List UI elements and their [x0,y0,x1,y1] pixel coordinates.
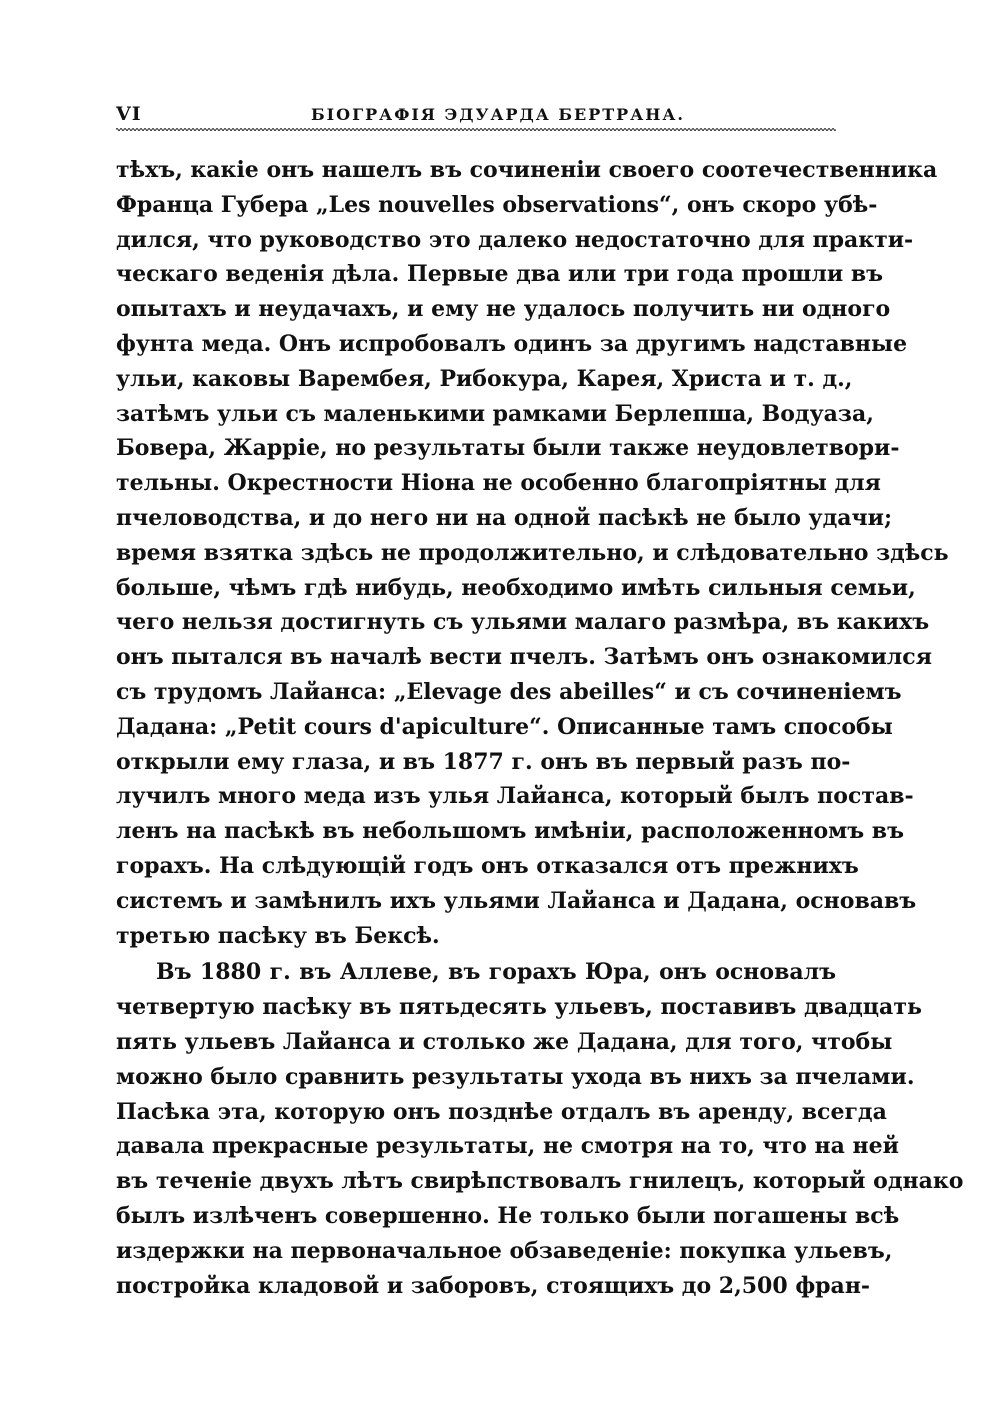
text-line: дился, что руководство это далеко недостаточно для практи- [116,226,914,253]
paragraph-2 [116,955,964,1303]
text-line: ульи, каковы Варембея, Рибокура, Карея, Христа и т. д., [116,365,853,392]
page-number: VI [116,103,142,125]
text-line: третью пасѣку въ Бексѣ. [116,922,440,949]
text-line: тельны. Окрестности Ніона не особенно благопріятны для [116,470,881,497]
text-line: больше, чѣмъ гдѣ нибудь, необходимо имѣть сильныя семьи, [116,574,916,601]
text-line: пчеловодства, и до него ни на одной пасѣкѣ не было удачи; [116,504,893,531]
text-line: Бовера, Жарріе, но результаты были также неудовлетвори- [116,435,900,462]
text-line: фунта меда. Онъ испробовалъ одинъ за другимъ надставные [116,330,908,357]
text-line: Дадана: „Petit cours d'apiculture“. Описанные тамъ способы [116,713,893,740]
text-line: съ трудомъ Лайанса: „Elevage des abeilles“ и съ сочиненіемъ [116,678,902,705]
header-wavy-rule [116,127,836,132]
text-line: затѣмъ ульи съ маленькими рамками Берлепша, Водуаза, [116,400,874,427]
text-line: опытахъ и неудачахъ, и ему не удалось получить ни одного [116,296,891,323]
text-line: можно было сравнить результаты ухода въ нихъ за пчелами. [116,1063,915,1090]
page-header [116,103,836,127]
text-line: пять ульевъ Лайанса и столько же Дадана, для того, чтобы [116,1028,893,1055]
text-line: ческаго веденія дѣла. Первые два или три года прошли въ [116,261,883,288]
text-line: лучилъ много меда изъ улья Лайанса, который былъ постав- [116,783,914,810]
running-title: БІОГРАФІЯ ЭДУАРДА БЕРТРАНА. [311,105,685,124]
text-line: время взятка здѣсь не продолжительно, и слѣдовательно здѣсь [116,539,949,566]
text-line: открыли ему глаза, и въ 1877 г. онъ въ первый разъ по- [116,748,851,775]
paragraph-1 [116,153,949,953]
body-text [116,153,964,1303]
text-line: былъ излѣченъ совершенно. Не только были погашены всѣ [116,1202,900,1229]
text-line: чего нельзя достигнуть съ ульями малаго размѣра, въ какихъ [116,609,930,636]
text-line: онъ пытался въ началѣ вести пчелъ. Затѣмъ онъ ознакомился [116,644,932,671]
text-line: въ теченіе двухъ лѣтъ свирѣпствовалъ гнилецъ, который однако [116,1168,964,1195]
text-line: Въ 1880 г. въ Аллеве, въ горахъ Юра, онъ основалъ [156,959,836,986]
text-line: горахъ. На слѣдующій годъ онъ отказался отъ прежнихъ [116,852,859,879]
text-line: Франца Губера „Les nouvelles observations“, онъ скоро убѣ- [116,191,878,218]
text-line: давала прекрасные результаты, не смотря на то, что на ней [116,1133,899,1160]
text-line: системъ и замѣнилъ ихъ ульями Лайанса и Дадана, основавъ [116,887,917,914]
text-line: Пасѣка эта, которую онъ позднѣе отдалъ въ аренду, всегда [116,1098,887,1125]
text-line: постройка кладовой и заборовъ, стоящихъ до 2,500 фран- [116,1272,871,1299]
text-line: четвертую пасѣку въ пятьдесять ульевъ, поставивъ двадцать [116,994,922,1021]
text-line: тѣхъ, какіе онъ нашелъ въ сочиненіи своего соотечественника [116,157,938,183]
text-line: ленъ на пасѣкѣ въ небольшомъ имѣніи, расположенномъ въ [116,818,904,845]
text-line: издержки на первоначальное обзаведеніе: покупка ульевъ, [116,1237,893,1264]
